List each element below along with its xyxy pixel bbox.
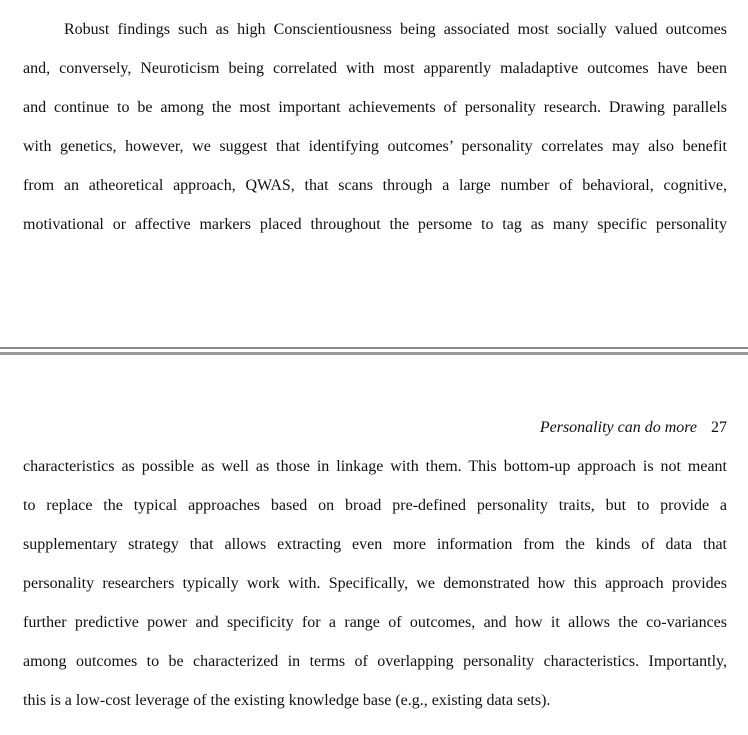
paragraph-line: further predictive power and specificity for a range of outcomes, and how it allows the co-variances [23, 614, 727, 631]
running-head-title: Personality can do more [539, 419, 697, 436]
paragraph-line: and, conversely, Neuroticism being correlated with most apparently maladaptive outcomes have been [23, 60, 727, 77]
running-head [540, 416, 727, 440]
bottom-paragraph [23, 447, 727, 720]
paragraph-line: with genetics, however, we suggest that identifying outcomes’ personality correlates may also benefit [23, 138, 727, 155]
paragraph-line: Robust findings such as high Conscientiousness being associated most socially valued outcomes [64, 21, 727, 38]
page-break-rule [0, 347, 748, 349]
top-paragraph [23, 10, 727, 244]
paragraph-line: characteristics as possible as well as those in linkage with them. This bottom-up approach is not meant [23, 458, 727, 475]
paragraph-line: supplementary strategy that allows extracting even more information from the kinds of data that [23, 536, 727, 553]
paragraph-line: this is a low-cost leverage of the existing knowledge base (e.g., existing data sets). [23, 692, 551, 709]
paragraph-line: personality researchers typically work with. Specifically, we demonstrated how this approach provides [23, 575, 727, 592]
paragraph-line: and continue to be among the most important achievements of personality research. Drawing parallels [23, 99, 727, 116]
paragraph-line: to replace the typical approaches based on broad pre-defined personality traits, but to provide a [23, 497, 727, 514]
page-number: 27 [711, 419, 727, 436]
page-break-rule [0, 352, 748, 355]
paragraph-line: among outcomes to be characterized in terms of overlapping personality characteristics. Importantly, [23, 653, 727, 670]
paragraph-line: motivational or affective markers placed throughout the persome to tag as many specific personality [23, 216, 727, 233]
paragraph-line: from an atheoretical approach, QWAS, that scans through a large number of behavioral, cognitive, [23, 177, 727, 194]
